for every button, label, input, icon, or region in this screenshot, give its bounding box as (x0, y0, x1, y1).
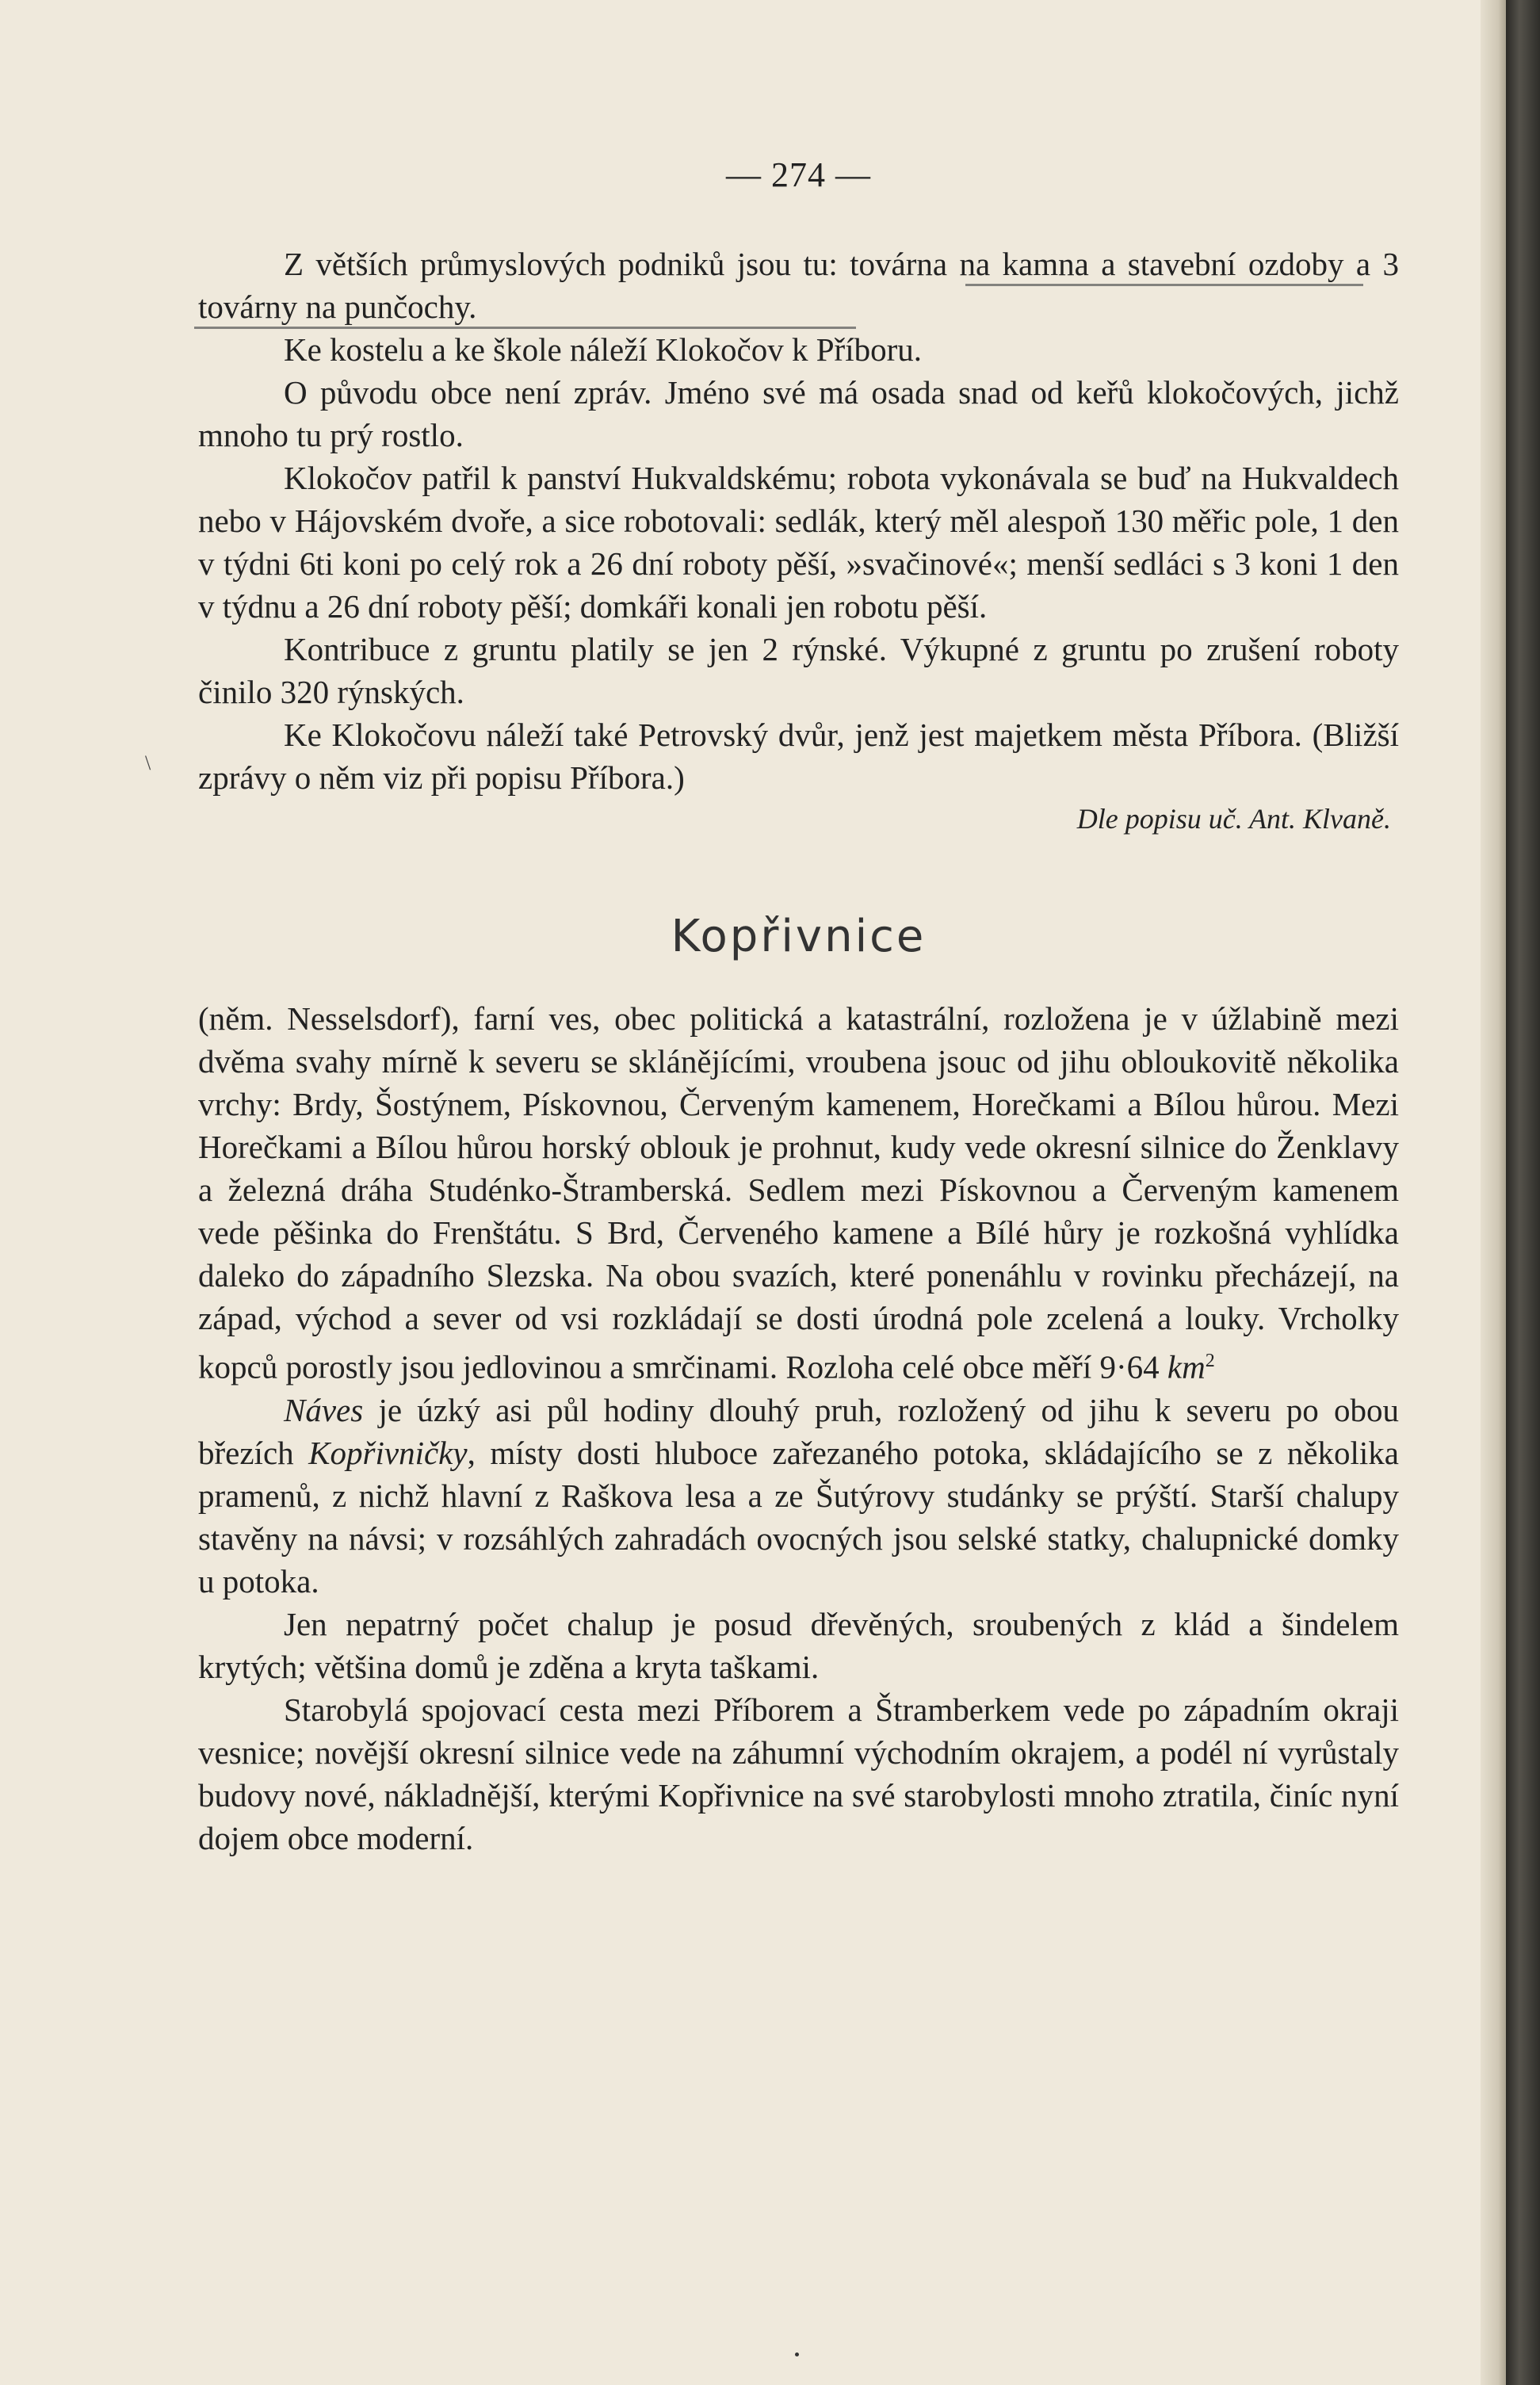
area-unit: km (1167, 1348, 1206, 1386)
naves-text-b: , místy dosti hluboce zařezaného potoka, skládajícího se z několika pramenů, z nichž hlavní z Raškova lesa a ze Šutýrovy studánky se prýští. Starší chalupy stavěny na návsi; v rozsáhlých zahradách ovocných jsou selské statky, chalupnické domky u potoka. (198, 1434, 1399, 1600)
paragraph-robota: Klokočov patřil k panství Hukvaldskému; robota vykonávala se buď na Hukvaldech nebo v Hájovském dvoře, a sice robotovali: sedlák, který měl alespoň 130 měřic pole, 1 den v týdni 6ti koni po celý rok a 26 dní roboty pěší, »svačinové«; menší sedláci s 3 koni 1 den v týdnu a 26 dní roboty pěší; domkáři konali jen robotu pěší. (198, 460, 1399, 625)
paragraph-petrovsky: Ke Klokočovu náleží také Petrovský dvůr, jenž jest majetkem města Příbora. (Bližší zprávy o něm viz při popisu Příbora.) (198, 717, 1399, 796)
margin-mark: \ (145, 751, 151, 774)
paragraph-description (198, 997, 1399, 1389)
page-edge (1481, 0, 1506, 2385)
stream-name: Kopřivničky (308, 1434, 468, 1471)
page-number: — 274 — (726, 155, 871, 194)
naves-label: Náves (284, 1391, 364, 1428)
paragraph-roads: Starobylá spojovací cesta mezi Příborem a Štramberkem vede po západním okraji vesnice; novější okresní silnice vede na záhumní východním okrajem, a podél ní vyrůstaly budovy nové, nákladnější, kterými Kopřivnice na své starobylosti mnoho ztratila, činíc nyní dojem obce moderní. (198, 1691, 1399, 1856)
paragraph-industry: Z větších průmyslových podniků jsou tu: továrna na kamna a stavební ozdoby a 3 továrny na punčochy. (198, 246, 1399, 325)
ink-dot (795, 2353, 799, 2356)
book-spine (1506, 0, 1540, 2385)
paragraph-contribution: Kontribuce z gruntu platily se jen 2 rýnské. Výkupné z gruntu po zrušení roboty činilo 320 rýnských. (198, 631, 1399, 710)
paragraph-naves (198, 1389, 1399, 1603)
section-heading: Kopřivnice (671, 911, 927, 962)
naves-text-a: je úzký asi půl hodiny dlouhý pruh, rozložený od jihu k severu po obou březích (198, 1391, 1399, 1471)
paragraph-houses: Jen nepatrný počet chalup je posud dřevěných, sroubených z klád a šindelem krytých; většina domů je zděna a kryta taškami. (198, 1605, 1399, 1685)
area-unit-exponent: 2 (1205, 1351, 1215, 1371)
text-block (198, 155, 1399, 1859)
description-text: (něm. Nesselsdorf), farní ves, obec politická a katastrální, rozložena je v úžlabině mezi dvěma svahy mírně k severu se sklánějícími, vroubena jsouc od jihu obloukovitě několika vrchy: Brdy, Šostýnem, Pískovnou, Červeným kamenem, Horečkami a Bílou hůrou. Mezi Horečkami a Bílou hůrou horský oblouk je prohnut, kudy vede okresní silnice do Ženklavy a železná dráha Studénko-Štramberská. Sedlem mezi Pískovnou a Červeným kamenem vede pěšinka do Frenštátu. S Brd, Červeného kamene a Bílé hůry je rozkošná vyhlídka daleko do západního Slezska. Na obou svazích, které ponenáhlu v rovinku přecházejí, na západ, východ a sever od vsi rozkládají se dosti úrodná pole zcelená a louky. Vrcholky kopců porostly jsou jedlovinou a smrčinami. Rozloha celé obce měří 9·64 (198, 1000, 1399, 1386)
source-signature: Dle popisu uč. Ant. Klvaně. (1076, 803, 1391, 835)
paragraph-origin: O původu obce není zpráv. Jméno své má osada snad od keřů klokočových, jichž mnoho tu prý rostlo. (198, 374, 1399, 453)
paragraph-church: Ke kostelu a ke škole náleží Klokočov k Příboru. (284, 331, 923, 368)
